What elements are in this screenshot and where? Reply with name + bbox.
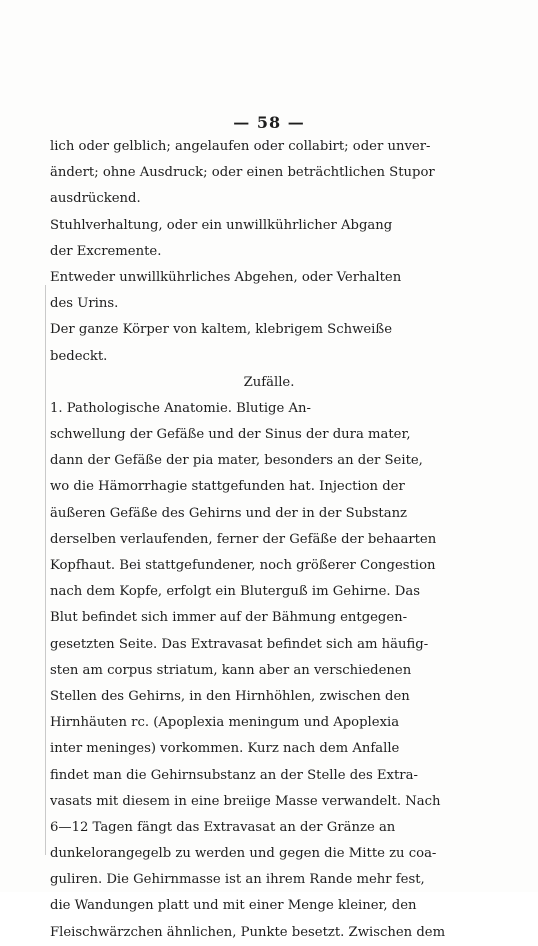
text-line: gesetzten Seite. Das Extravasat befindet sich am häufig- — [50, 636, 429, 652]
text-line: 6—12 Tagen fängt das Extravasat an der Gränze an — [50, 819, 396, 835]
text-line: Stuhlverhaltung, oder ein unwillkührlicher Abgang — [50, 217, 393, 233]
text-line: wo die Hämorrhagie stattgefunden hat. Injection der — [50, 479, 405, 495]
text-line: nach dem Kopfe, erfolgt ein Bluterguß im Gehirne. Das — [50, 584, 421, 600]
text-line: Fleischwärzchen ähnlichen, Punkte besetzt. Zwischen dem — [50, 924, 446, 940]
text-line: inter meninges) vorkommen. Kurz nach dem Anfalle — [50, 741, 400, 757]
text-line: Der ganze Körper von kaltem, klebrigem Schweiße — [50, 322, 392, 338]
text-line: vasats mit diesem in eine breiige Masse verwandelt. Nach — [50, 793, 441, 809]
text-line: lich oder gelblich; angelaufen oder collabirt; oder unver- — [50, 139, 431, 154]
text-line: Stellen des Gehirns, in den Hirnhöhlen, zwischen den — [50, 688, 410, 704]
text-line: Blut befindet sich immer auf der Bähmung entgegen- — [50, 610, 408, 626]
text-line: Kopfhaut. Bei stattgefundener, noch größerer Congestion — [50, 558, 436, 573]
text-line: Entweder unwillkührliches Abgehen, oder Verhalten — [50, 269, 402, 285]
text-line: ändert; ohne Ausdruck; oder einen beträchtlichen Stupor — [50, 165, 435, 181]
text-line: findet man die Gehirnsubstanz an der Stelle des Extra- — [50, 767, 418, 783]
text-line: schwellung der Gefäße und der Sinus der dura mater, — [50, 427, 411, 443]
section-heading: Zufälle. — [243, 374, 295, 390]
text-line: die Wandungen platt und mit einer Menge kleiner, den — [50, 898, 417, 914]
body-text — [50, 134, 488, 946]
page-number: — 58 — — [233, 113, 305, 132]
text-line: ausdrückend. — [50, 191, 141, 207]
text-line: der Excremente. — [50, 243, 162, 259]
text-line: sten am corpus striatum, kann aber an verschiedenen — [50, 662, 412, 678]
text-line: bedeckt. — [50, 348, 108, 364]
text-line: 1. Pathologische Anatomie. Blutige An- — [50, 400, 311, 416]
text-line: des Urins. — [50, 296, 119, 312]
text-line: derselben verlaufenden, ferner der Gefäße der behaarten — [50, 531, 437, 547]
text-line: guliren. Die Gehirnmasse ist an ihrem Rande mehr fest, — [50, 872, 425, 888]
text-line: dann der Gefäße der pia mater, besonders an der Seite, — [50, 453, 423, 469]
text-line: äußeren Gefäße des Gehirns und der in der Substanz — [50, 505, 408, 521]
text-line: dunkelorangegelb zu werden und gegen die Mitte zu coa- — [50, 846, 437, 862]
text-line: Hirnhäuten rc. (Apoplexia meningum und Apoplexia — [50, 715, 400, 731]
gutter-rule — [45, 285, 46, 855]
